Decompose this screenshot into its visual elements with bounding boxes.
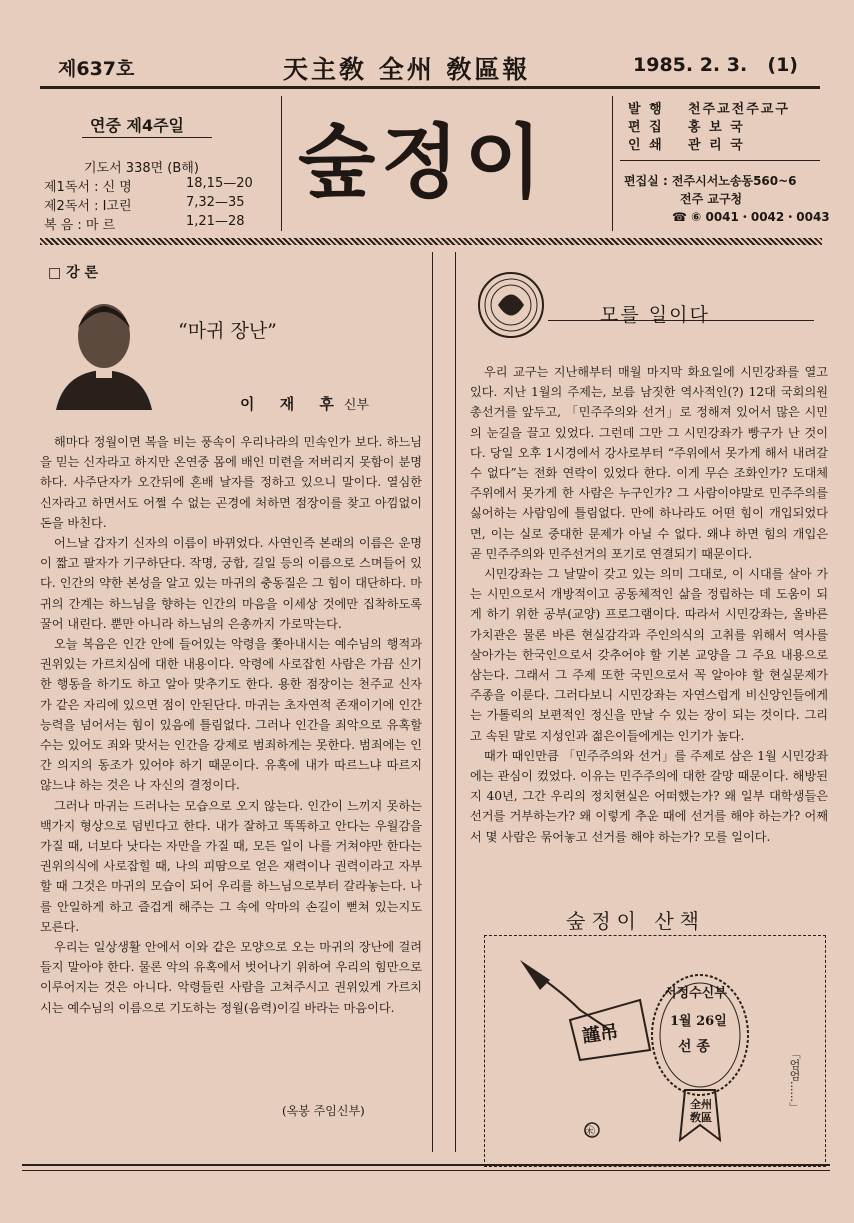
lecture-signature: (옥봉 주임신부) [282, 1104, 365, 1118]
lecture-body [40, 432, 422, 1018]
liturgy-week: 연중 제4주일 [90, 116, 184, 135]
header-divider-left [281, 96, 282, 231]
stroll-title: 숲정이 산책 [566, 909, 705, 933]
column-title: 모를 일이다 [600, 304, 710, 326]
seal-line-3: 선 종 [678, 1039, 710, 1055]
publisher-divider [620, 160, 820, 161]
editor-row: 편 집 홍 보 국 [628, 120, 745, 135]
bottom-rule-thin [22, 1170, 830, 1171]
top-rule [40, 86, 820, 89]
paper-name: 天主敎 全州 敎區報 [283, 55, 531, 84]
issue-date: 1985. 2. 3. [633, 54, 748, 76]
mourning-flag-text: 謹吊 [580, 1021, 620, 1048]
printer-row: 인 쇄 관 리 국 [628, 138, 745, 153]
column-emblem [476, 270, 546, 340]
header-divider-right [612, 96, 613, 231]
masthead [58, 50, 798, 84]
seal-line-1: 서정수신부 [664, 986, 727, 1001]
column-paragraph: 때가 때인만큼 「민주주의와 선거」를 주제로 삼은 1월 시민강좌에는 관심이 컸었다. 이유는 민주주의에 대한 갈망 때문이다. 해방된 지 40년, 그간 우리의 정치현실은 어떠했는가? 왜 일부 대학생들은 선거를 거부하는가? 왜 이렇게 추운 때에 선거를 해야 하는가? 어째서 몇 사람은 묶어놓고 선거를 해야 하는가? 모를 일이다. [470, 748, 828, 844]
column-paragraph: 우리 교구는 지난해부터 매월 마지막 화요일에 시민강좌를 열고 있다. 지난 1월의 주제는, 보름 남짓한 역사적인(?) 12대 국회의원 총선거를 앞두고, 「민주주의와 선거」로 정해져 있어서 많은 시민의 눈길을 끌고 있었다. 그런데 그만 그 시민강좌가 빵구가 난 것이다. 당일 오후 1시경에서 강사로부터 “주위에서 못가게 해서 내려갈 수 없다”는 전화 연락이 있었다 한다. 이게 무슨 조화인가? 도대체 주위에서 못가게 한 사람은 누구인가? 그 사람이야말로 민주주의를 싫어하는 사람임에 틀림없다. 만에 하나라도 어떤 힘이 개입되었다면, 이는 실로 중대한 문제가 아닐 수 없다. 왜냐 하면 힘의 개입은 곧 민주주의와 민주선거의 포기로 연결되기 때문이다. [470, 365, 828, 561]
office-name: 전주 교구청 [680, 192, 743, 206]
lecture-section-label: □ 강 론 [48, 265, 99, 281]
lecture-title: “마귀 장난” [178, 320, 277, 342]
newspaper-title: 숲정이 [298, 116, 548, 209]
publisher-row: 발 행 천주교전주교구 [628, 102, 790, 117]
lecture-paragraph: 오늘 복음은 인간 안에 들어있는 악령을 쫓아내시는 예수님의 행적과 권위있는 가르치심에 대한 내용이다. 악령에 사로잡힌 사람은 가끔 신기한 행동을 하기도 하고 알아 맞추기도 한다. 용한 점장이는 천주교 신자가 같은 자리에 있으면 점이 안된단다. 마귀는 초자연적 존재이기에 인간 능력을 넘어서는 힘이 있음에 틀림없다. 그러나 인간을 죄악으로 유혹할 수는 있어도 죄와 맞서는 인간을 강제로 범죄하게는 못한다. 범죄에는 인간 의지의 동조가 있어야 하기 때문이다. 유혹에 내가 따르느냐 따르지 않느냐 하는 것은 나 자신의 결정이다. [40, 637, 422, 793]
bottom-rule [22, 1164, 830, 1166]
column-divider-b [455, 252, 456, 1152]
lecture-paragraph: 그러나 마귀는 드러나는 모습으로 오지 않는다. 인간이 느끼지 못하는 백가지 형상으로 덤빈다고 한다. 내가 잘하고 똑똑하고 안다는 우월감을 가질 때, 너보다 낫다는 자만을 가질 때, 모든 일이 나를 거쳐야만 한다는 권위의식에 사로잡힐 때, 나의 피땀으로 얻은 재력이나 권력이라고 자부할 때 그것은 마귀의 모습이 되어 우리를 하느님으로부터 갈라놓는다. 나를 안일하게 하고 즐겁게 해주는 그 속에 악마의 손길이 뻗쳐 있는지도 모른다. [40, 798, 422, 934]
ribbon-text: 全州 敎區 [690, 1098, 712, 1124]
issue-number: 제637호 [58, 58, 135, 80]
page-number: (1) [767, 54, 798, 76]
lecture-paragraph: 우리는 일상생활 안에서 이와 같은 모양으로 오는 마귀의 장난에 걸려들지 말아야 한다. 물론 악의 유혹에서 벗어나기 위하여 우리의 힘만으로 이루어지는 것은 아니다. 악령들린 사람을 고쳐주시고 권위있게 가르치시는 예수님의 이름으로 기도하는 정월(음력)이길 바라는 마음이다. [40, 940, 422, 1015]
header-hatch-bar [40, 238, 822, 245]
column-body [470, 362, 828, 847]
seal-line-2: 1월 26일 [670, 1014, 727, 1029]
column-divider-a [432, 252, 433, 1152]
office-address: 편집실 : 전주시서노송동560~6 [624, 174, 797, 188]
column-paragraph: 시민강좌는 그 날말이 갖고 있는 의미 그대로, 이 시대를 살아 가는 시민으로서 개방적이고 공동체적인 삶을 정립하는 데 도움이 되게 하기 위한 공부(교양) 프로그램이다. 따라서 시민강좌는, 올바른 가치관은 물론 바른 현실감각과 주인의식의 고취를 위해서 역사를 살아가는 한국인으로서 갖추어야 할 기본 교양을 그 주요 내용으로 삼는다. 그래서 그 주제 또한 국민으로서 꼭 알아야 할 현실문제가 주종을 이룬다. 그러다보니 시민강좌는 자연스럽게 비신앙인들에게는 가톨릭의 보편적인 정신을 만날 수 있는 장이 되는 것이다. 그리고 속된 말로 지성인과 젊은이들에게는 인기가 높다. [470, 567, 828, 743]
cartoon-side-text: 「엄엄......」 [788, 1048, 801, 1113]
lecture-author: 이 재 후신부 [240, 395, 370, 413]
stroll-cartoon [500, 950, 780, 1150]
office-phone: ☎ ⑥ 0041・0042・0043 [672, 210, 830, 224]
cartoonist-mark: ㊍ [584, 1125, 595, 1138]
author-photo [44, 292, 164, 410]
liturgy-underline [82, 137, 212, 138]
lecture-paragraph: 해마다 정월이면 복을 비는 풍속이 우리나라의 민속인가 보다. 하느님을 믿는 신자라고 하지만 온연중 몸에 배인 미련을 저버리지 못함이 분명하다. 사주단자가 오간뒤에 혼배 날자를 정하고 있으니 말이다. 열심한 신자라고 하면서도 어쩔 수 없는 곤경에 처하면 점장이를 찾고 아낌없이 돈을 바친다. [40, 435, 422, 530]
lecture-paragraph: 어느날 갑자기 신자의 이름이 바뀌었다. 사연인즉 본래의 이름은 운명이 짧고 팔자가 기구하단다. 작명, 궁합, 길일 등의 이름으로 스며들어 있다. 인간의 약한 본성을 알고 있는 마귀의 충동질은 그 힘이 대단하다. 마귀의 간계는 하느님을 향하는 인간의 마음을 이세상 것에만 집착하도록 꿀어 내린다. 뿐만 아니라 하느님의 은총까지 가로막는다. [40, 536, 422, 631]
